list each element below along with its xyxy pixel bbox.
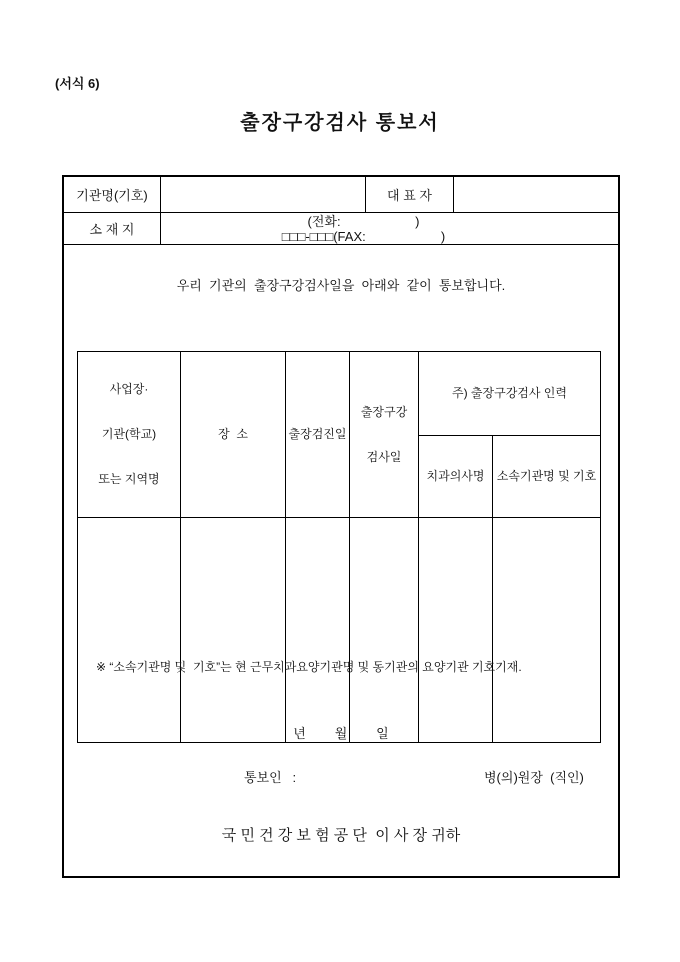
signer-label: 병(의)원장 (직인): [484, 770, 584, 785]
recipient-line: 국 민 건 강 보 험 공 단 이 사 장 귀하: [221, 827, 461, 844]
address-row: [64, 213, 618, 245]
intro-text: 우리 기관의 출장구강검사일을 아래와 같이 통보합니다.: [176, 278, 506, 293]
form-title: 출장구강검사 통보서: [240, 112, 440, 134]
date-line: 년 월 일: [293, 726, 389, 741]
empty-cell-oral-exam-date: [350, 518, 419, 743]
header-staff-group: 주) 출장구강검사 인력: [419, 352, 601, 436]
schedule-table: [77, 351, 601, 743]
header-dentist-name: 치과의사명: [419, 436, 493, 518]
form-body-cell: [64, 245, 618, 876]
address-label: 소 재 지: [64, 213, 161, 244]
empty-cell-site: [78, 518, 181, 743]
header-affiliation: 소속기관명 및 기호: [493, 436, 601, 518]
header-site: 사업장· 기관(학교) 또는 지역명: [78, 352, 181, 518]
phone-label: (전화:: [307, 213, 341, 229]
notifier-label: 통보인 :: [244, 770, 297, 785]
org-name-value-cell: [161, 177, 366, 212]
header-visit-date: 출장검진일: [286, 352, 350, 518]
org-info-row: [64, 177, 618, 213]
representative-label: 대 표 자: [366, 177, 454, 212]
phone-close-paren: ): [415, 213, 420, 229]
empty-cell-dentist: [419, 518, 493, 743]
org-name-label: 기관명(기호): [64, 177, 161, 212]
fax-close-paren: ): [440, 228, 446, 244]
empty-cell-affiliation: [493, 518, 601, 743]
representative-value-cell: [454, 177, 618, 212]
signature-row: [64, 767, 618, 785]
header-place: 장 소: [181, 352, 286, 518]
postal-code-boxes: □□□-□□□: [281, 228, 334, 244]
empty-cell-place: [181, 518, 286, 743]
phone-line: [308, 214, 420, 229]
header-oral-exam-date: 출장구강 검사일: [350, 352, 419, 518]
address-value-cell: [161, 213, 618, 244]
fax-line: [282, 229, 445, 244]
empty-cell-visit-date: [286, 518, 350, 743]
fax-label: (FAX:: [333, 228, 366, 244]
form-frame: [62, 175, 620, 878]
form-number: (서식 6): [55, 76, 100, 91]
footnote-text: ※ “소속기관명 및 기호”는 현 근무치과요양기관명 및 동기관의 요양기관 기호기재.: [96, 660, 522, 674]
schedule-empty-row: [78, 518, 601, 743]
